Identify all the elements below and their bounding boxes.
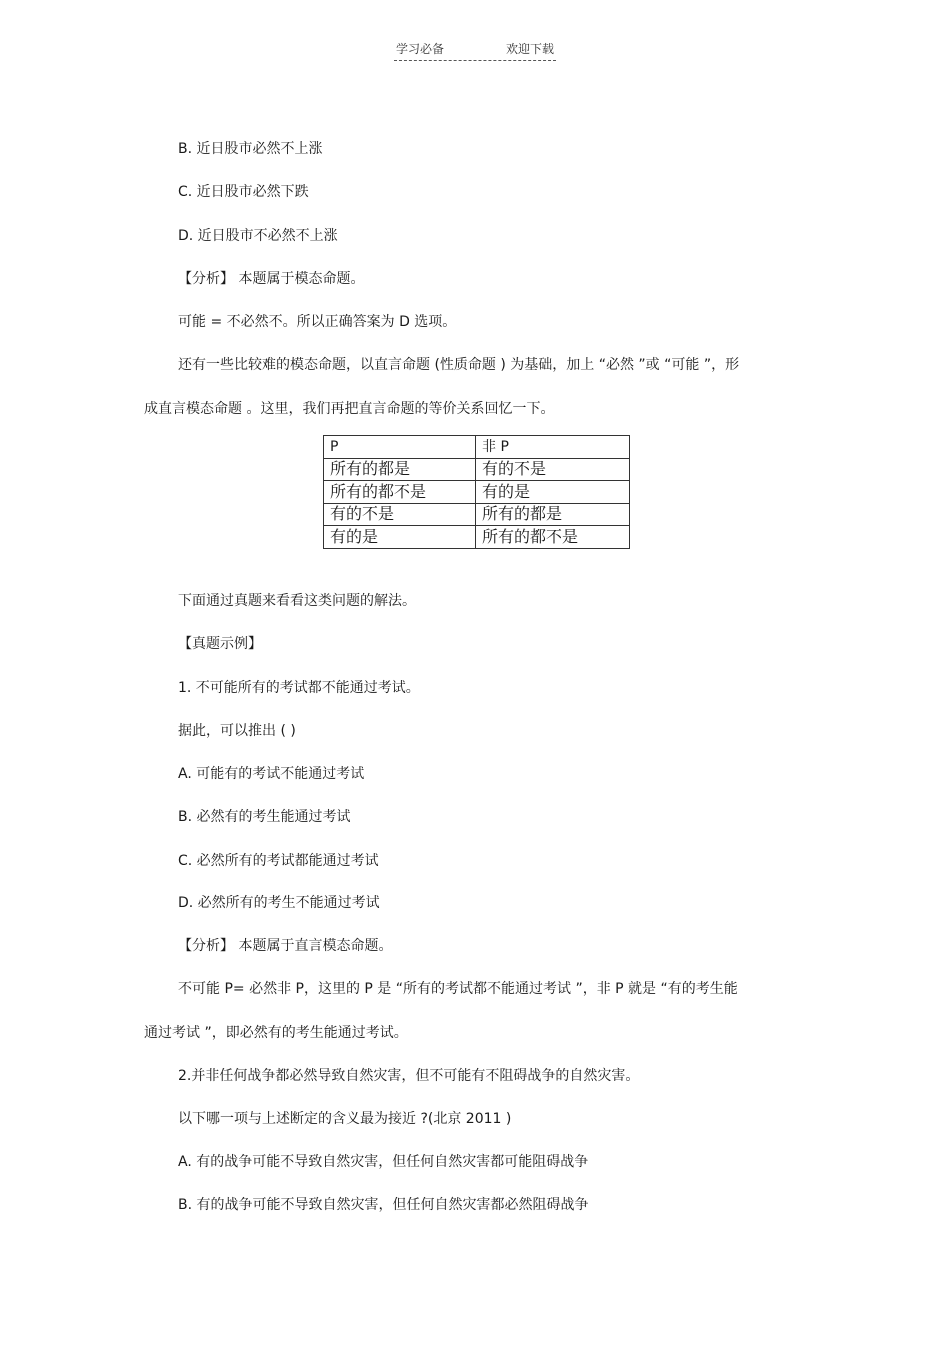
- table-header-not-p: 非 P: [476, 436, 630, 459]
- conclusion-line-1: 可能 = 不必然不。所以正确答案为 D 选项。: [178, 314, 457, 330]
- question-1: 1. 不可能所有的考试都不能通过考试。: [178, 680, 420, 696]
- question-1-option-b: B. 必然有的考生能通过考试: [178, 809, 351, 825]
- header-right-text: 欢迎下载: [506, 42, 555, 56]
- table-row: [324, 481, 630, 504]
- question-2: 2.并非任何战争都必然导致自然灾害，但不可能有不阻碍战争的自然灾害。: [178, 1068, 640, 1084]
- option-c-line: C. 近日股市必然下跌: [178, 184, 309, 200]
- question-1-option-a: A. 可能有的考试不能通过考试: [178, 766, 365, 782]
- question-2-option-a: A. 有的战争可能不导致自然灾害，但任何自然灾害都可能阻碍战争: [178, 1154, 589, 1170]
- table-cell: 有的是: [476, 481, 630, 504]
- option-d-line: D. 近日股市不必然不上涨: [178, 228, 338, 244]
- header-left-text: 学习必备: [395, 42, 444, 56]
- intro-line: 下面通过真题来看看这类问题的解法。: [178, 593, 416, 609]
- table-cell: 所有的都是: [476, 503, 630, 526]
- table-header-row: [324, 436, 630, 459]
- table-row: [324, 503, 630, 526]
- option-b-line: B. 近日股市必然不上涨: [178, 141, 323, 157]
- analysis-line-2: 【分析】 本题属于直言模态命题。: [178, 938, 393, 954]
- question-1-option-c: C. 必然所有的考试都能通过考试: [178, 853, 379, 869]
- table-cell: 所有的都是: [324, 458, 476, 481]
- paragraph-1-line-b: 成直言模态命题 。这里，我们再把直言命题的等价关系回忆一下。: [144, 401, 555, 417]
- question-1-option-d: D. 必然所有的考生不能通过考试: [178, 895, 380, 911]
- page-header: [0, 40, 950, 61]
- paragraph-1-line-a: 还有一些比较难的模态命题，以直言命题 (性质命题 ) 为基础，加上 “必然 ”或 “可能 ”，形: [178, 357, 740, 373]
- table-header-p: P: [324, 436, 476, 459]
- example-heading: 【真题示例】: [178, 636, 262, 652]
- table-cell: 有的是: [324, 526, 476, 549]
- explanation-2-line-b: 通过考试 ”，即必然有的考生能通过考试。: [144, 1025, 408, 1041]
- analysis-line-1: 【分析】 本题属于模态命题。: [178, 271, 365, 287]
- question-2-option-b: B. 有的战争可能不导致自然灾害，但任何自然灾害都必然阻碍战争: [178, 1197, 589, 1213]
- table-cell: 有的不是: [476, 458, 630, 481]
- explanation-2-line-a: 不可能 P= 必然非 P，这里的 P 是 “所有的考试都不能通过考试 ”，非 P 就是 “有的考生能: [178, 981, 738, 997]
- question-2-prompt: 以下哪一项与上述断定的含义最为接近 ?(北京 2011 ): [178, 1111, 512, 1127]
- question-1-prompt: 据此，可以推出 ( ): [178, 723, 296, 739]
- table-cell: 所有的都不是: [324, 481, 476, 504]
- table-cell: 有的不是: [324, 503, 476, 526]
- table-row: [324, 526, 630, 549]
- equivalence-table: [323, 435, 630, 549]
- table-row: [324, 458, 630, 481]
- table-cell: 所有的都不是: [476, 526, 630, 549]
